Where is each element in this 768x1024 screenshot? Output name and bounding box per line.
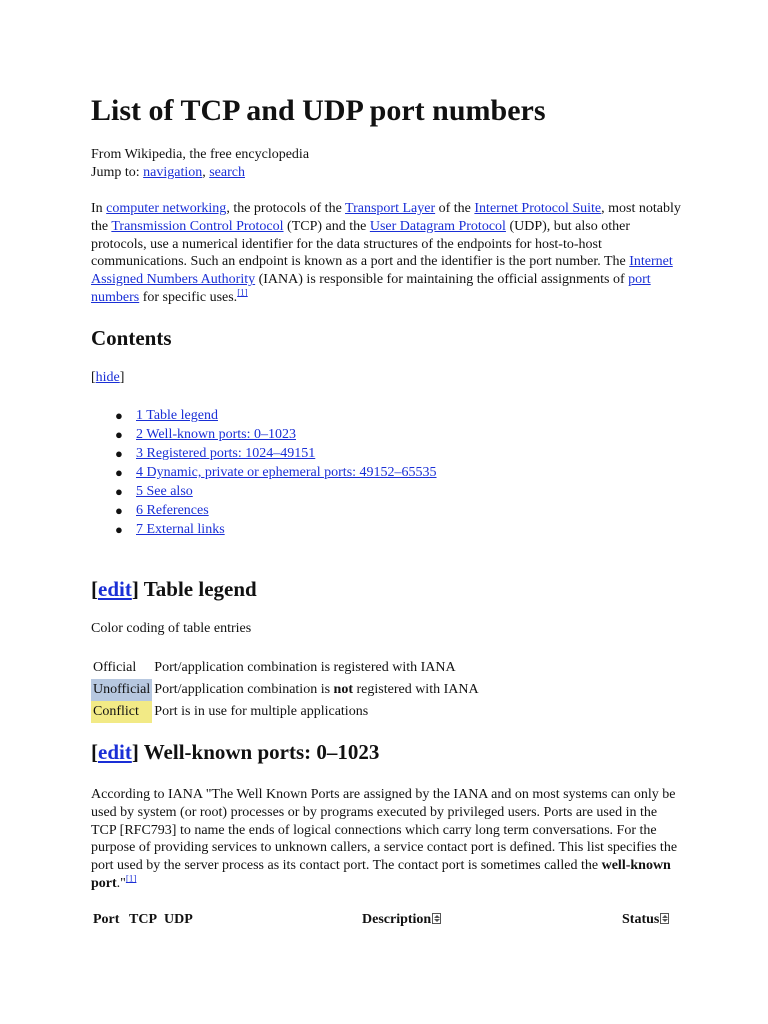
bracket: ] (131, 740, 139, 764)
toc-link-see-also[interactable]: 5 See also (136, 484, 193, 499)
transport-layer-link[interactable]: Transport Layer (345, 201, 436, 216)
hide-toc-link[interactable]: hide (95, 370, 120, 385)
bracket: [ (91, 577, 98, 601)
tagline: From Wikipedia, the free encyclopedia (91, 147, 310, 162)
sort-icon[interactable] (432, 913, 441, 924)
toc-link-table-legend[interactable]: 1 Table legend (136, 408, 218, 423)
intro-text: , the protocols of the (226, 201, 346, 216)
intro-text: (TCP) and the (283, 218, 370, 234)
udp-link[interactable]: User Datagram Protocol (369, 218, 506, 234)
intro-text: (UDP), but also other protocols, use a numerical identifier for the data structures of the endpoints for host-to-host communications. Such an endpoint is known as a port and the identifier is the port number. The (91, 218, 630, 270)
paragraph-text: ." (116, 875, 126, 891)
paragraph-text: According to IANA "The Well Known Ports are assigned by the IANA and on most systems can only be used by system (or root) processes or by programs executed by privileged users. Ports are used in the TCP [RFC793] to name the ends of logical connections which carry long term conversations. For the purpose of providing services to unknown callers, a service contact port is defined. This list specifies the port used by the server process as its contact port. The contact port is sometimes called the (91, 787, 678, 874)
legend-text: Port/application combination is registered with IANA (154, 660, 456, 675)
edit-table-legend-link[interactable]: edit (98, 577, 132, 601)
intro-text: In (91, 201, 107, 216)
toc-link-dynamic-ports[interactable]: 4 Dynamic, private or ephemeral ports: 49152–65535 (136, 465, 437, 480)
legend-emphasis: not (333, 682, 353, 697)
jump-search-link[interactable]: search (209, 165, 245, 180)
header-label: Description (362, 912, 432, 927)
toc-item (91, 444, 437, 463)
page-title: List of TCP and UDP port numbers (91, 94, 546, 127)
heading-text: Table legend (138, 577, 257, 601)
toc-item (91, 463, 437, 482)
bullet-icon: ● (115, 427, 123, 442)
column-header-udp: UDP (164, 912, 193, 927)
legend-key-conflict: Conflict (91, 701, 152, 723)
table-of-contents (91, 406, 437, 539)
paragraph-emphasis: well-known port (91, 858, 671, 891)
toc-toggle (91, 370, 124, 386)
bullet-icon: ● (115, 446, 123, 461)
toc-item (91, 425, 437, 444)
column-header-description[interactable] (362, 912, 441, 928)
jump-separator: , (202, 165, 210, 180)
jump-prefix: Jump to: (91, 165, 144, 180)
intro-text: of the (435, 201, 475, 216)
legend-text: Port is in use for multiple applications (154, 704, 369, 719)
well-known-ports-paragraph (91, 786, 683, 893)
intro-text: , most notably the (91, 201, 681, 234)
bracket: [ (91, 740, 98, 764)
internet-protocol-suite-link[interactable]: Internet Protocol Suite (474, 201, 602, 216)
legend-caption: Color coding of table entries (91, 621, 252, 636)
sort-icon[interactable] (660, 913, 669, 924)
intro-text: (IANA) is responsible for maintaining the official assignments of (255, 272, 629, 288)
table-row (91, 657, 481, 679)
computer-networking-link[interactable]: computer networking (106, 201, 227, 216)
bracket: [ (91, 370, 96, 385)
jump-navigation-link[interactable]: navigation (143, 165, 203, 180)
edit-well-known-ports-link[interactable]: edit (98, 740, 132, 764)
intro-text: for specific uses. (139, 289, 238, 305)
tcp-link[interactable]: Transmission Control Protocol (111, 218, 284, 234)
well-known-ports-heading (91, 740, 379, 765)
legend-key-official: Official (91, 657, 152, 679)
table-row (91, 679, 481, 701)
toc-item (91, 501, 437, 520)
toc-link-registered-ports[interactable]: 3 Registered ports: 1024–49151 (136, 446, 316, 461)
intro-paragraph (91, 200, 683, 307)
legend-description (152, 701, 480, 723)
column-header-status[interactable] (622, 912, 669, 928)
header-label: Status (622, 912, 660, 927)
legend-text: registered with IANA (353, 682, 479, 697)
heading-text: Well-known ports: 0–1023 (138, 740, 380, 764)
toc-item (91, 406, 437, 425)
bullet-icon: ● (115, 484, 123, 499)
legend-table (91, 657, 481, 723)
port-numbers-link[interactable]: port numbers (91, 272, 651, 305)
legend-description (152, 679, 480, 701)
iana-link[interactable]: Internet Assigned Numbers Authority (91, 254, 673, 288)
legend-description (152, 657, 480, 679)
toc-item (91, 482, 437, 501)
toc-link-references[interactable]: 6 References (136, 503, 209, 518)
reference-link[interactable]: [1] (125, 873, 137, 884)
bracket: ] (119, 370, 125, 385)
jump-links (91, 164, 245, 182)
toc-item (91, 520, 437, 539)
reference-link[interactable]: [1] (237, 287, 248, 298)
column-header-tcp: TCP (129, 912, 157, 927)
port-table-header (91, 912, 691, 932)
bullet-icon: ● (115, 522, 123, 537)
bracket: ] (131, 577, 139, 601)
legend-key-unofficial: Unofficial (91, 679, 152, 701)
column-header-port: Port (93, 912, 120, 927)
table-row (91, 701, 481, 723)
bullet-icon: ● (115, 408, 123, 423)
toc-link-well-known-ports[interactable]: 2 Well-known ports: 0–1023 (136, 427, 296, 442)
bullet-icon: ● (115, 465, 123, 480)
bullet-icon: ● (115, 503, 123, 518)
contents-heading: Contents (91, 326, 172, 350)
table-legend-heading (91, 577, 257, 602)
toc-link-external-links[interactable]: 7 External links (136, 522, 225, 537)
legend-text: Port/application combination is (154, 682, 334, 697)
